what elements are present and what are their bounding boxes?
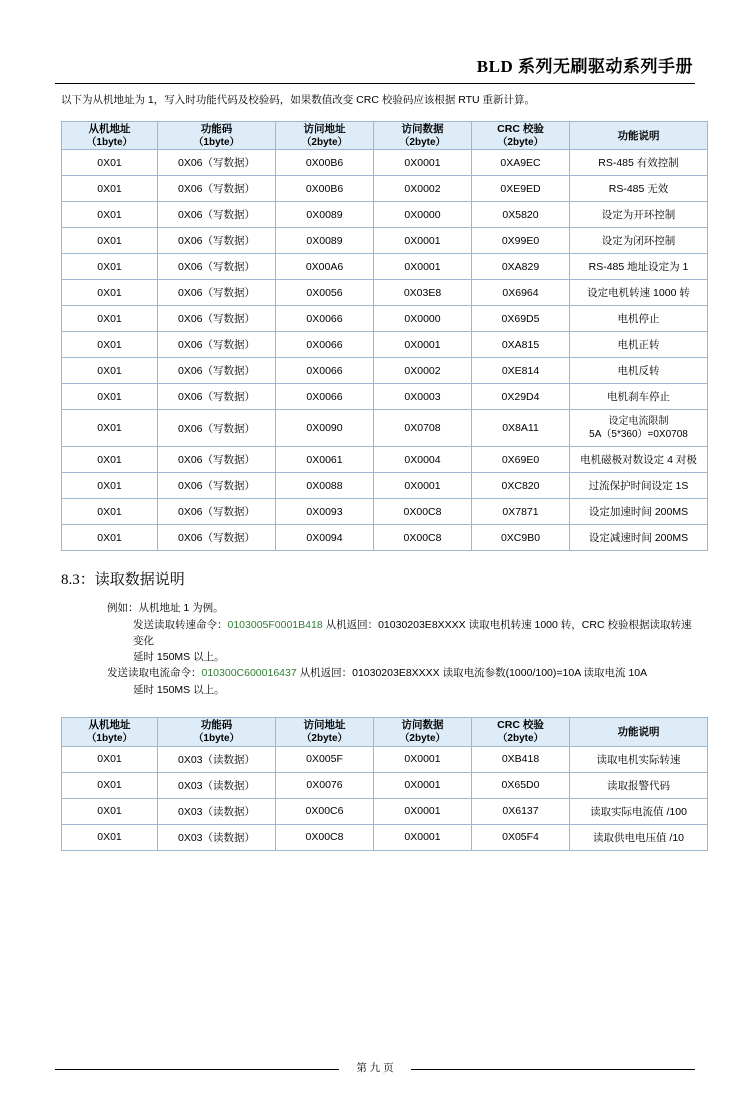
table-row — [62, 746, 708, 772]
cell-slave-address: 0X01 — [62, 447, 158, 473]
example-line-1-note: 延时 150MS 以上。 — [133, 651, 225, 664]
cell-function-code: 0X06（写数据） — [158, 228, 276, 254]
cell-description: 读取实际电流值 /100 — [570, 798, 708, 824]
cell-access-address: 0X005F — [276, 746, 374, 772]
example-line-2-note: 延时 150MS 以上。 — [133, 683, 225, 696]
table-row — [62, 280, 708, 306]
cell-access-data: 0X0001 — [374, 824, 472, 850]
table-row — [62, 306, 708, 332]
cell-access-data: 0X03E8 — [374, 280, 472, 306]
col-header-slave-address: 从机地址 （1byte） — [62, 718, 158, 747]
cell-access-address: 0X00B6 — [276, 176, 374, 202]
col-header-description: 功能说明 — [570, 121, 708, 150]
cell-function-code: 0X06（写数据） — [158, 176, 276, 202]
write-table-head — [62, 121, 708, 150]
cell-crc: 0X5820 — [472, 202, 570, 228]
page-number: 第 九 页 — [339, 1060, 411, 1075]
cell-slave-address: 0X01 — [62, 384, 158, 410]
cell-slave-address: 0X01 — [62, 306, 158, 332]
cell-description: RS-485 无效 — [570, 176, 708, 202]
table-row — [62, 525, 708, 551]
example-block — [107, 600, 695, 698]
cell-crc: 0X99E0 — [472, 228, 570, 254]
cell-access-address: 0X0066 — [276, 358, 374, 384]
col-header-slave-address: 从机地址 （1byte） — [62, 121, 158, 150]
cell-access-address: 0X0076 — [276, 772, 374, 798]
desc-line-2: 5A（5*360）=0X0708 — [589, 429, 688, 441]
example-title: 例如：从机地址 1 为例。 — [107, 602, 224, 615]
cell-function-code: 0X03（读数据） — [158, 746, 276, 772]
cell-crc: 0XE814 — [472, 358, 570, 384]
cell-slave-address: 0X01 — [62, 525, 158, 551]
table-row — [62, 202, 708, 228]
cell-slave-address: 0X01 — [62, 473, 158, 499]
cell-crc: 0XB418 — [472, 746, 570, 772]
cell-access-address: 0X0090 — [276, 410, 374, 447]
cell-access-data: 0X00C8 — [374, 499, 472, 525]
cell-function-code: 0X06（写数据） — [158, 473, 276, 499]
table-row — [62, 228, 708, 254]
cell-description: 读取供电电压值 /10 — [570, 824, 708, 850]
cell-access-address: 0X0089 — [276, 202, 374, 228]
cell-slave-address: 0X01 — [62, 332, 158, 358]
cell-function-code: 0X03（读数据） — [158, 798, 276, 824]
cell-description: 过流保护时间设定 1S — [570, 473, 708, 499]
example-line-1-suffix: 从机返回：01030203E8XXXX 读取电机转速 1000 转，CRC 校验根据读取转速变化 — [133, 618, 692, 647]
table-row — [62, 358, 708, 384]
table-row — [62, 772, 708, 798]
example-line-2 — [107, 665, 695, 681]
page-footer — [55, 1062, 695, 1074]
table-row — [62, 176, 708, 202]
cell-slave-address: 0X01 — [62, 228, 158, 254]
cell-description: 电机正转 — [570, 332, 708, 358]
cell-description: 电机磁极对数设定 4 对极 — [570, 447, 708, 473]
cell-crc: 0X69D5 — [472, 306, 570, 332]
cell-slave-address: 0X01 — [62, 150, 158, 176]
col-header-access-address: 访问地址 （2byte） — [276, 718, 374, 747]
table-row — [62, 254, 708, 280]
cell-function-code: 0X06（写数据） — [158, 499, 276, 525]
cell-description — [570, 410, 708, 447]
cell-function-code: 0X06（写数据） — [158, 202, 276, 228]
cell-description: RS-485 地址设定为 1 — [570, 254, 708, 280]
read-table-head — [62, 718, 708, 747]
document-page — [0, 52, 750, 1112]
write-command-table — [61, 121, 708, 552]
cell-access-data: 0X0002 — [374, 358, 472, 384]
table-header-row — [62, 121, 708, 150]
col-header-description: 功能说明 — [570, 718, 708, 747]
cell-crc: 0X7871 — [472, 499, 570, 525]
cell-description: RS-485 有效控制 — [570, 150, 708, 176]
example-line-1-prefix: 发送读取转速命令： — [133, 618, 228, 631]
page-header-title: BLD 系列无刷驱动系列手册 — [476, 57, 693, 76]
cell-slave-address: 0X01 — [62, 358, 158, 384]
cell-slave-address: 0X01 — [62, 202, 158, 228]
table-row — [62, 150, 708, 176]
example-line-1 — [133, 617, 695, 650]
example-line-2-suffix: 从机返回：01030203E8XXXX 读取电流参数(1000/100)=10A 读取电流 10A — [299, 667, 648, 680]
cell-function-code: 0X03（读数据） — [158, 824, 276, 850]
cell-access-data: 0X0001 — [374, 228, 472, 254]
cell-access-address: 0X0066 — [276, 306, 374, 332]
cell-access-address: 0X0093 — [276, 499, 374, 525]
cell-access-data: 0X0001 — [374, 332, 472, 358]
cell-slave-address: 0X01 — [62, 410, 158, 447]
cell-slave-address: 0X01 — [62, 746, 158, 772]
col-header-access-data: 访问数据 （2byte） — [374, 121, 472, 150]
table-row — [62, 499, 708, 525]
cell-access-address: 0X00C8 — [276, 824, 374, 850]
cell-access-data: 0X0001 — [374, 772, 472, 798]
intro-paragraph: 以下为从机地址为 1，写入时功能代码及校验码，如果数值改变 CRC 校验码应该根据 RTU 重新计算。 — [61, 94, 536, 106]
table-row — [62, 384, 708, 410]
example-line-2-prefix: 发送读取电流命令： — [107, 667, 202, 680]
write-table-body — [62, 150, 708, 551]
cell-access-data: 0X0004 — [374, 447, 472, 473]
table-row — [62, 332, 708, 358]
cell-slave-address: 0X01 — [62, 280, 158, 306]
cell-description: 设定为开环控制 — [570, 202, 708, 228]
cell-description: 设定加速时间 200MS — [570, 499, 708, 525]
cell-access-address: 0X0089 — [276, 228, 374, 254]
cell-crc: 0XA815 — [472, 332, 570, 358]
cell-crc: 0X05F4 — [472, 824, 570, 850]
col-header-access-address: 访问地址 （2byte） — [276, 121, 374, 150]
cell-slave-address: 0X01 — [62, 499, 158, 525]
cell-crc: 0XA9EC — [472, 150, 570, 176]
cell-crc: 0X29D4 — [472, 384, 570, 410]
cell-access-data: 0X0001 — [374, 798, 472, 824]
cell-slave-address: 0X01 — [62, 798, 158, 824]
cell-crc: 0XA829 — [472, 254, 570, 280]
cell-access-data: 0X0001 — [374, 254, 472, 280]
cell-description: 设定为闭环控制 — [570, 228, 708, 254]
header-divider — [55, 83, 695, 84]
cell-access-data: 0X0001 — [374, 150, 472, 176]
cell-crc: 0X8A11 — [472, 410, 570, 447]
col-header-function-code: 功能码 （1byte） — [158, 718, 276, 747]
cell-access-data: 0X0000 — [374, 202, 472, 228]
cell-function-code: 0X06（写数据） — [158, 525, 276, 551]
cell-function-code: 0X06（写数据） — [158, 280, 276, 306]
cell-access-address: 0X0088 — [276, 473, 374, 499]
table-row — [62, 447, 708, 473]
cell-access-data: 0X0708 — [374, 410, 472, 447]
cell-access-data: 0X00C8 — [374, 525, 472, 551]
cell-function-code: 0X06（写数据） — [158, 254, 276, 280]
cell-access-address: 0X00C6 — [276, 798, 374, 824]
cell-function-code: 0X06（写数据） — [158, 306, 276, 332]
cell-access-address: 0X00B6 — [276, 150, 374, 176]
cell-access-address: 0X0066 — [276, 384, 374, 410]
cell-description: 设定减速时间 200MS — [570, 525, 708, 551]
cell-access-data: 0X0001 — [374, 473, 472, 499]
cell-crc: 0X6964 — [472, 280, 570, 306]
cell-access-address: 0X00A6 — [276, 254, 374, 280]
cell-crc: 0XE9ED — [472, 176, 570, 202]
table-row — [62, 473, 708, 499]
cell-description: 读取电机实际转速 — [570, 746, 708, 772]
cell-slave-address: 0X01 — [62, 772, 158, 798]
example-line-2-command: 010300C600016437 — [201, 667, 297, 680]
col-header-access-data: 访问数据 （2byte） — [374, 718, 472, 747]
cell-access-data: 0X0001 — [374, 746, 472, 772]
cell-crc: 0XC820 — [472, 473, 570, 499]
cell-crc: 0X69E0 — [472, 447, 570, 473]
cell-crc: 0X6137 — [472, 798, 570, 824]
cell-function-code: 0X06（写数据） — [158, 410, 276, 447]
read-command-table — [61, 717, 708, 851]
cell-crc: 0XC9B0 — [472, 525, 570, 551]
table-row — [62, 798, 708, 824]
cell-function-code: 0X06（写数据） — [158, 150, 276, 176]
col-header-crc: CRC 校验 （2byte） — [472, 718, 570, 747]
table-row — [62, 410, 708, 447]
cell-function-code: 0X06（写数据） — [158, 447, 276, 473]
cell-function-code: 0X06（写数据） — [158, 384, 276, 410]
cell-slave-address: 0X01 — [62, 824, 158, 850]
cell-slave-address: 0X01 — [62, 176, 158, 202]
cell-slave-address: 0X01 — [62, 254, 158, 280]
cell-description: 电机反转 — [570, 358, 708, 384]
cell-access-address: 0X0061 — [276, 447, 374, 473]
cell-description: 电机停止 — [570, 306, 708, 332]
cell-function-code: 0X06（写数据） — [158, 332, 276, 358]
cell-description: 电机刹车停止 — [570, 384, 708, 410]
example-line-1-command: 0103005F0001B418 — [227, 618, 323, 631]
desc-line-1: 设定电流限制 — [608, 415, 669, 427]
cell-access-data: 0X0003 — [374, 384, 472, 410]
cell-access-data: 0X0002 — [374, 176, 472, 202]
col-header-crc: CRC 校验 （2byte） — [472, 121, 570, 150]
cell-description: 设定电机转速 1000 转 — [570, 280, 708, 306]
cell-access-address: 0X0066 — [276, 332, 374, 358]
table-header-row — [62, 718, 708, 747]
cell-crc: 0X65D0 — [472, 772, 570, 798]
cell-description: 读取报警代码 — [570, 772, 708, 798]
cell-function-code: 0X03（读数据） — [158, 772, 276, 798]
section-heading: 8.3：读取数据说明 — [61, 572, 185, 589]
cell-access-address: 0X0094 — [276, 525, 374, 551]
cell-access-address: 0X0056 — [276, 280, 374, 306]
col-header-function-code: 功能码 （1byte） — [158, 121, 276, 150]
read-table-body — [62, 746, 708, 850]
cell-function-code: 0X06（写数据） — [158, 358, 276, 384]
cell-access-data: 0X0000 — [374, 306, 472, 332]
table-row — [62, 824, 708, 850]
